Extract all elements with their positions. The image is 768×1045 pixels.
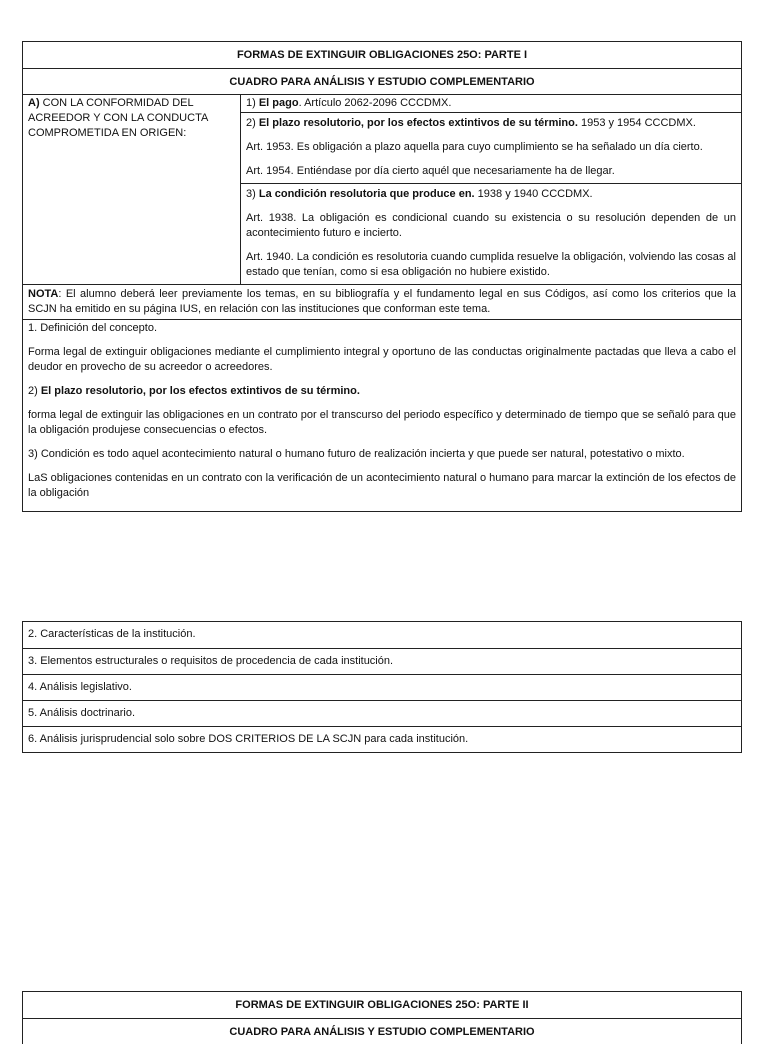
article-1954: Art. 1954. Entiéndase por día cierto aquél que necesariamente ha de llegar. — [246, 165, 615, 177]
definition-heading: 1. Definición del concepto. — [28, 322, 158, 334]
definition-plazo: forma legal de extinguir las obligaciones en un contrato por el transcurso del periodo específico y determinado de tiempo que se señaló para que la obligación produjese consecuencias o efectos. — [28, 409, 736, 436]
analysis-row: 2. Características de la institución. — [28, 628, 196, 640]
analysis-row: 5. Análisis doctrinario. — [23, 700, 741, 726]
item-num: 3) — [246, 188, 259, 200]
item-ref: 1953 y 1954 CCCDMX. — [577, 117, 696, 129]
item-ref: . Artículo 2062-2096 CCCDMX. — [298, 97, 452, 109]
table-part-1 — [22, 41, 742, 512]
definition-plazo-title: El plazo resolutorio, por los efectos extintivos de su término. — [40, 385, 360, 397]
institutions-cell — [241, 95, 741, 284]
item-title: La condición resolutoria que produce en. — [258, 188, 475, 200]
item-condicion — [241, 183, 741, 284]
category-text: CON LA CONFORMIDAD DEL ACREEDOR Y CON LA CONDUCTA COMPROMETIDA EN ORIGEN: — [28, 97, 208, 139]
table-title: FORMAS DE EXTINGUIR OBLIGACIONES 25O: PARTE I — [236, 49, 528, 61]
table-title: FORMAS DE EXTINGUIR OBLIGACIONES 25O: PARTE II — [235, 999, 529, 1011]
analysis-row: 4. Análisis legislativo. — [23, 674, 741, 700]
table-part-2 — [22, 991, 742, 1044]
item-ref: 1938 y 1940 CCCDMX. — [474, 188, 593, 200]
item-num: 2) — [246, 117, 259, 129]
item-num: 2) — [28, 385, 41, 397]
definition-condicion-heading: 3) Condición es todo aquel acontecimiento natural o humano futuro de realización incierta y que puede ser natural, potestativo o mixto. — [28, 448, 685, 460]
note-row — [23, 284, 741, 319]
table-analysis — [22, 621, 742, 753]
table-subtitle: CUADRO PARA ANÁLISIS Y ESTUDIO COMPLEMENTARIO — [23, 68, 741, 94]
item-num: 1) — [246, 97, 259, 109]
article-1938: Art. 1938. La obligación es condicional cuando su existencia o su resolución dependen de un acontecimiento futuro e incierto. — [246, 212, 736, 239]
article-1953: Art. 1953. Es obligación a plazo aquella para cuyo cumplimiento se ha señalado un día cierto. — [246, 141, 703, 153]
item-title: El pago — [258, 97, 299, 109]
category-label: A) — [28, 97, 40, 109]
item-title: El plazo resolutorio, por los efectos extintivos de su término. — [258, 117, 578, 129]
item-plazo — [241, 112, 741, 183]
definition-pago: Forma legal de extinguir obligaciones mediante el cumplimiento integral y oportuno de las conductas originalmente pactadas que lleva a cabo el deudor en provecho de su acreedor o acreedores. — [28, 346, 736, 373]
note-text: : El alumno deberá leer previamente los temas, en su bibliografía y el fundamento legal en sus Códigos, así como los criterios que la SCJN ha emitido en su página IUS, en relación con las instituciones que conforman este tema. — [28, 288, 736, 315]
table-subtitle: CUADRO PARA ANÁLISIS Y ESTUDIO COMPLEMENTARIO — [23, 1018, 741, 1044]
analysis-row: 3. Elementos estructurales o requisitos de procedencia de cada institución. — [23, 648, 741, 674]
definition-condicion: LaS obligaciones contenidas en un contrato con la verificación de un acontecimiento natural o humano para marcar la extinción de los efectos de la obligación — [28, 472, 736, 499]
analysis-row: 6. Análisis jurisprudencial solo sobre DOS CRITERIOS DE LA SCJN para cada institución. — [23, 726, 741, 752]
item-pago — [241, 95, 741, 112]
definition-row — [23, 319, 741, 511]
category-cell — [23, 95, 241, 284]
note-label: NOTA — [28, 288, 59, 300]
article-1940: Art. 1940. La condición es resolutoria cuando cumplida resuelve la obligación, volviendo las cosas al estado que tenían, como si esa obligación no hubiere existido. — [246, 251, 736, 278]
institutions-row — [23, 94, 741, 284]
